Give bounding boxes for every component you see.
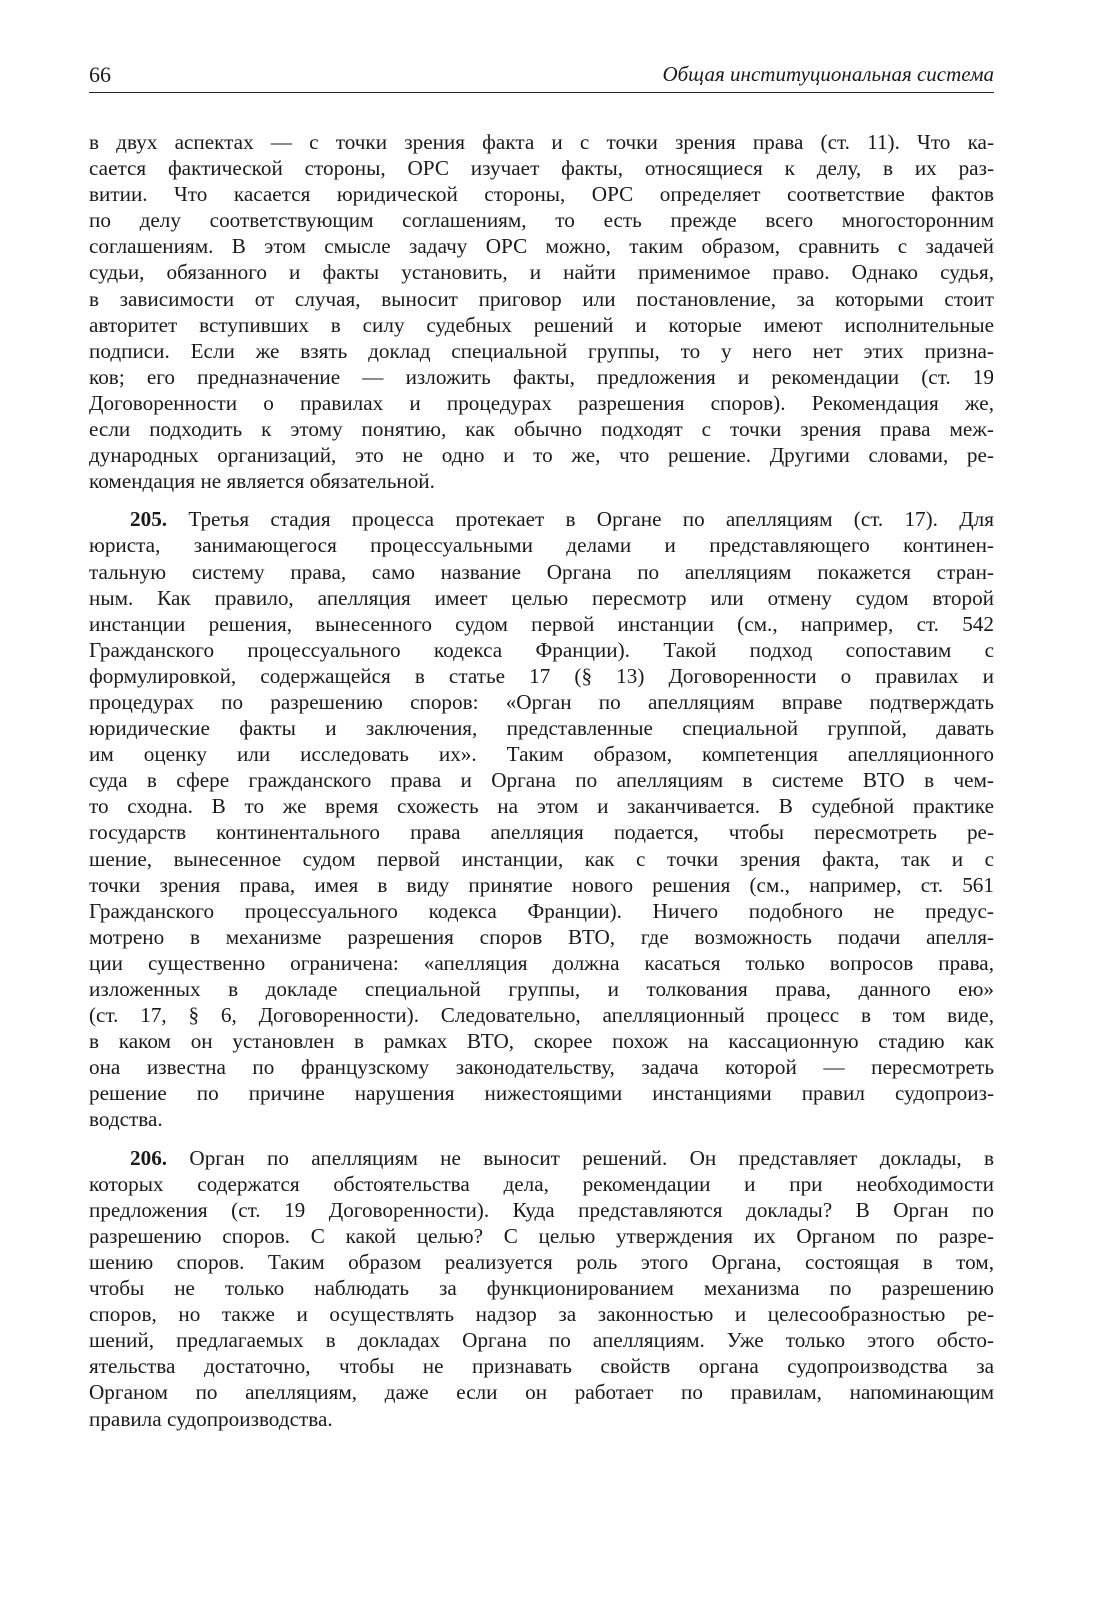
text-line: комендация не является обязательной. (89, 469, 435, 494)
text-line: Договоренности о правилах и процедурах разрешения споров). Рекомендация же, (89, 390, 994, 415)
text-line: тальную систему права, само название Органа по апелляциям покажется стран- (89, 559, 994, 584)
text-line: в каком он установлен в рамках ВТО, скорее похож на кассационную стадию как (89, 1029, 994, 1054)
text-line: ции существенно ограничена: «апелляция должна касаться только вопросов права, (89, 950, 994, 975)
text-line: соглашениям. В этом смысле задачу ОРС можно, таким образом, сравнить с задачей (89, 234, 994, 259)
text-line: ков; его предназначение — изложить факты, предложения и рекомендации (ст. 19 (89, 364, 994, 389)
book-page (89, 58, 994, 1432)
text-line: точки зрения права, имея в виду принятие нового решения (см., например, ст. 561 (89, 872, 994, 897)
text-line: сается фактической стороны, ОРС изучает факты, относящиеся к делу, в их раз- (89, 156, 994, 181)
text-line: шение, вынесенное судом первой инстанции, как с точки зрения факта, так и с (89, 846, 994, 871)
text-line: мотрено в механизме разрешения споров ВТО, где возможность подачи апелля- (89, 924, 994, 949)
text-line: ятельства достаточно, чтобы не признавать свойств органа судопроизводства за (89, 1354, 994, 1379)
text-line: шений, предлагаемых в докладах Органа по апелляциям. Уже только этого обсто- (89, 1328, 994, 1353)
text-line: Органом по апелляциям, даже если он работает по правилам, напоминающим (89, 1380, 994, 1405)
text-line: юриста, занимающегося процессуальными делами и представляющего континен- (89, 533, 994, 558)
text-line: в зависимости от случая, выносит приговор или постановление, за которыми стоит (89, 286, 994, 311)
paragraph-number: 205. (130, 507, 168, 532)
text-line: инстанции решения, вынесенного судом первой инстанции (см., например, ст. 542 (89, 611, 994, 636)
text-line: которых содержатся обстоятельства дела, рекомендации и при необходимости (89, 1171, 994, 1196)
text-line: юридические факты и заключения, представленные специальной группой, давать (89, 716, 994, 741)
paragraph (89, 129, 994, 494)
line-text: Третья стадия процесса протекает в Органе по апелляциям (ст. 17). Для (188, 507, 994, 532)
text-line: судьи, обязанного и факты установить, и найти применимое право. Однако судья, (89, 260, 994, 285)
text-line: чтобы не только наблюдать за функционированием механизма по разрешению (89, 1276, 994, 1301)
text-line: изложенных в докладе специальной группы, и толкования права, данного ею» (89, 977, 994, 1001)
text-line: процедурах по разрешению споров: «Орган по апелляциям вправе подтверждать (89, 689, 994, 714)
text-line: решение по причине нарушения нижестоящими инстанциями правил судопроиз- (89, 1081, 994, 1106)
text-line: авторитет вступивших в силу судебных решений и которые имеют исполнительные (89, 312, 994, 337)
text-line: дународных организаций, это не одно и то же, что решение. Другими словами, ре- (89, 443, 994, 468)
text-line: суда в сфере гражданского права и Органа по апелляциям в системе ВТО в чем- (89, 768, 994, 793)
text-line: правила судопроизводства. (89, 1406, 333, 1431)
text-line: (ст. 17, § 6, Договоренности). Следовательно, апелляционный процесс в том виде, (89, 1003, 994, 1028)
text-line: им оценку или исследовать их». Таким образом, компетенция апелляционного (89, 742, 994, 767)
paragraph (89, 1145, 994, 1432)
text-line: предложения (ст. 19 Договоренности). Куда представляются доклады? В Орган по (89, 1197, 994, 1222)
body-text (89, 129, 994, 1432)
text-line: водства. (89, 1107, 163, 1132)
text-line: если подходить к этому понятию, как обычно подходят с точки зрения права меж- (89, 417, 994, 442)
text-line (89, 1145, 994, 1171)
running-title: Общая институциональная система (662, 62, 994, 86)
text-line: Гражданского процессуального кодекса Франции). Такой подход сопоставим с (89, 637, 994, 662)
text-line: витии. Что касается юридической стороны, ОРС определяет соответствие фактов (89, 182, 994, 207)
page-number: 66 (89, 62, 111, 87)
running-header (89, 58, 994, 93)
line-text: Орган по апелляциям не выносит решений. Он представляет доклады, в (189, 1145, 994, 1170)
text-line: то сходна. В то же время схожесть на этом и заканчивается. В судебной практике (89, 794, 994, 819)
text-line: государств континентального права апелляция подается, чтобы пересмотреть ре- (89, 820, 994, 845)
text-line: подписи. Если же взять доклад специальной группы, то у него нет этих призна- (89, 338, 994, 363)
text-line: Гражданского процессуального кодекса Франции). Ничего подобного не предус- (89, 898, 994, 923)
paragraph-number: 206. (130, 1145, 168, 1170)
paragraph (89, 506, 994, 1132)
text-line: шению споров. Таким образом реализуется роль этого Органа, состоящая в том, (89, 1249, 994, 1274)
text-line: формулировкой, содержащейся в статье 17 (§ 13) Договоренности о правилах и (89, 663, 994, 688)
text-line: по делу соответствующим соглашениям, то есть прежде всего многосторонним (89, 208, 994, 233)
text-line: разрешению споров. С какой целью? С целью утверждения их Органом по разре- (89, 1223, 994, 1248)
text-line: споров, но также и осуществлять надзор за законностью и целесообразностью ре- (89, 1302, 994, 1327)
text-line: в двух аспектах — с точки зрения факта и с точки зрения права (ст. 11). Что ка- (89, 130, 994, 154)
text-line (89, 506, 994, 532)
text-line: она известна по французскому законодательству, задача которой — пересмотреть (89, 1055, 994, 1080)
text-line: ным. Как правило, апелляция имеет целью пересмотр или отмену судом второй (89, 585, 994, 610)
